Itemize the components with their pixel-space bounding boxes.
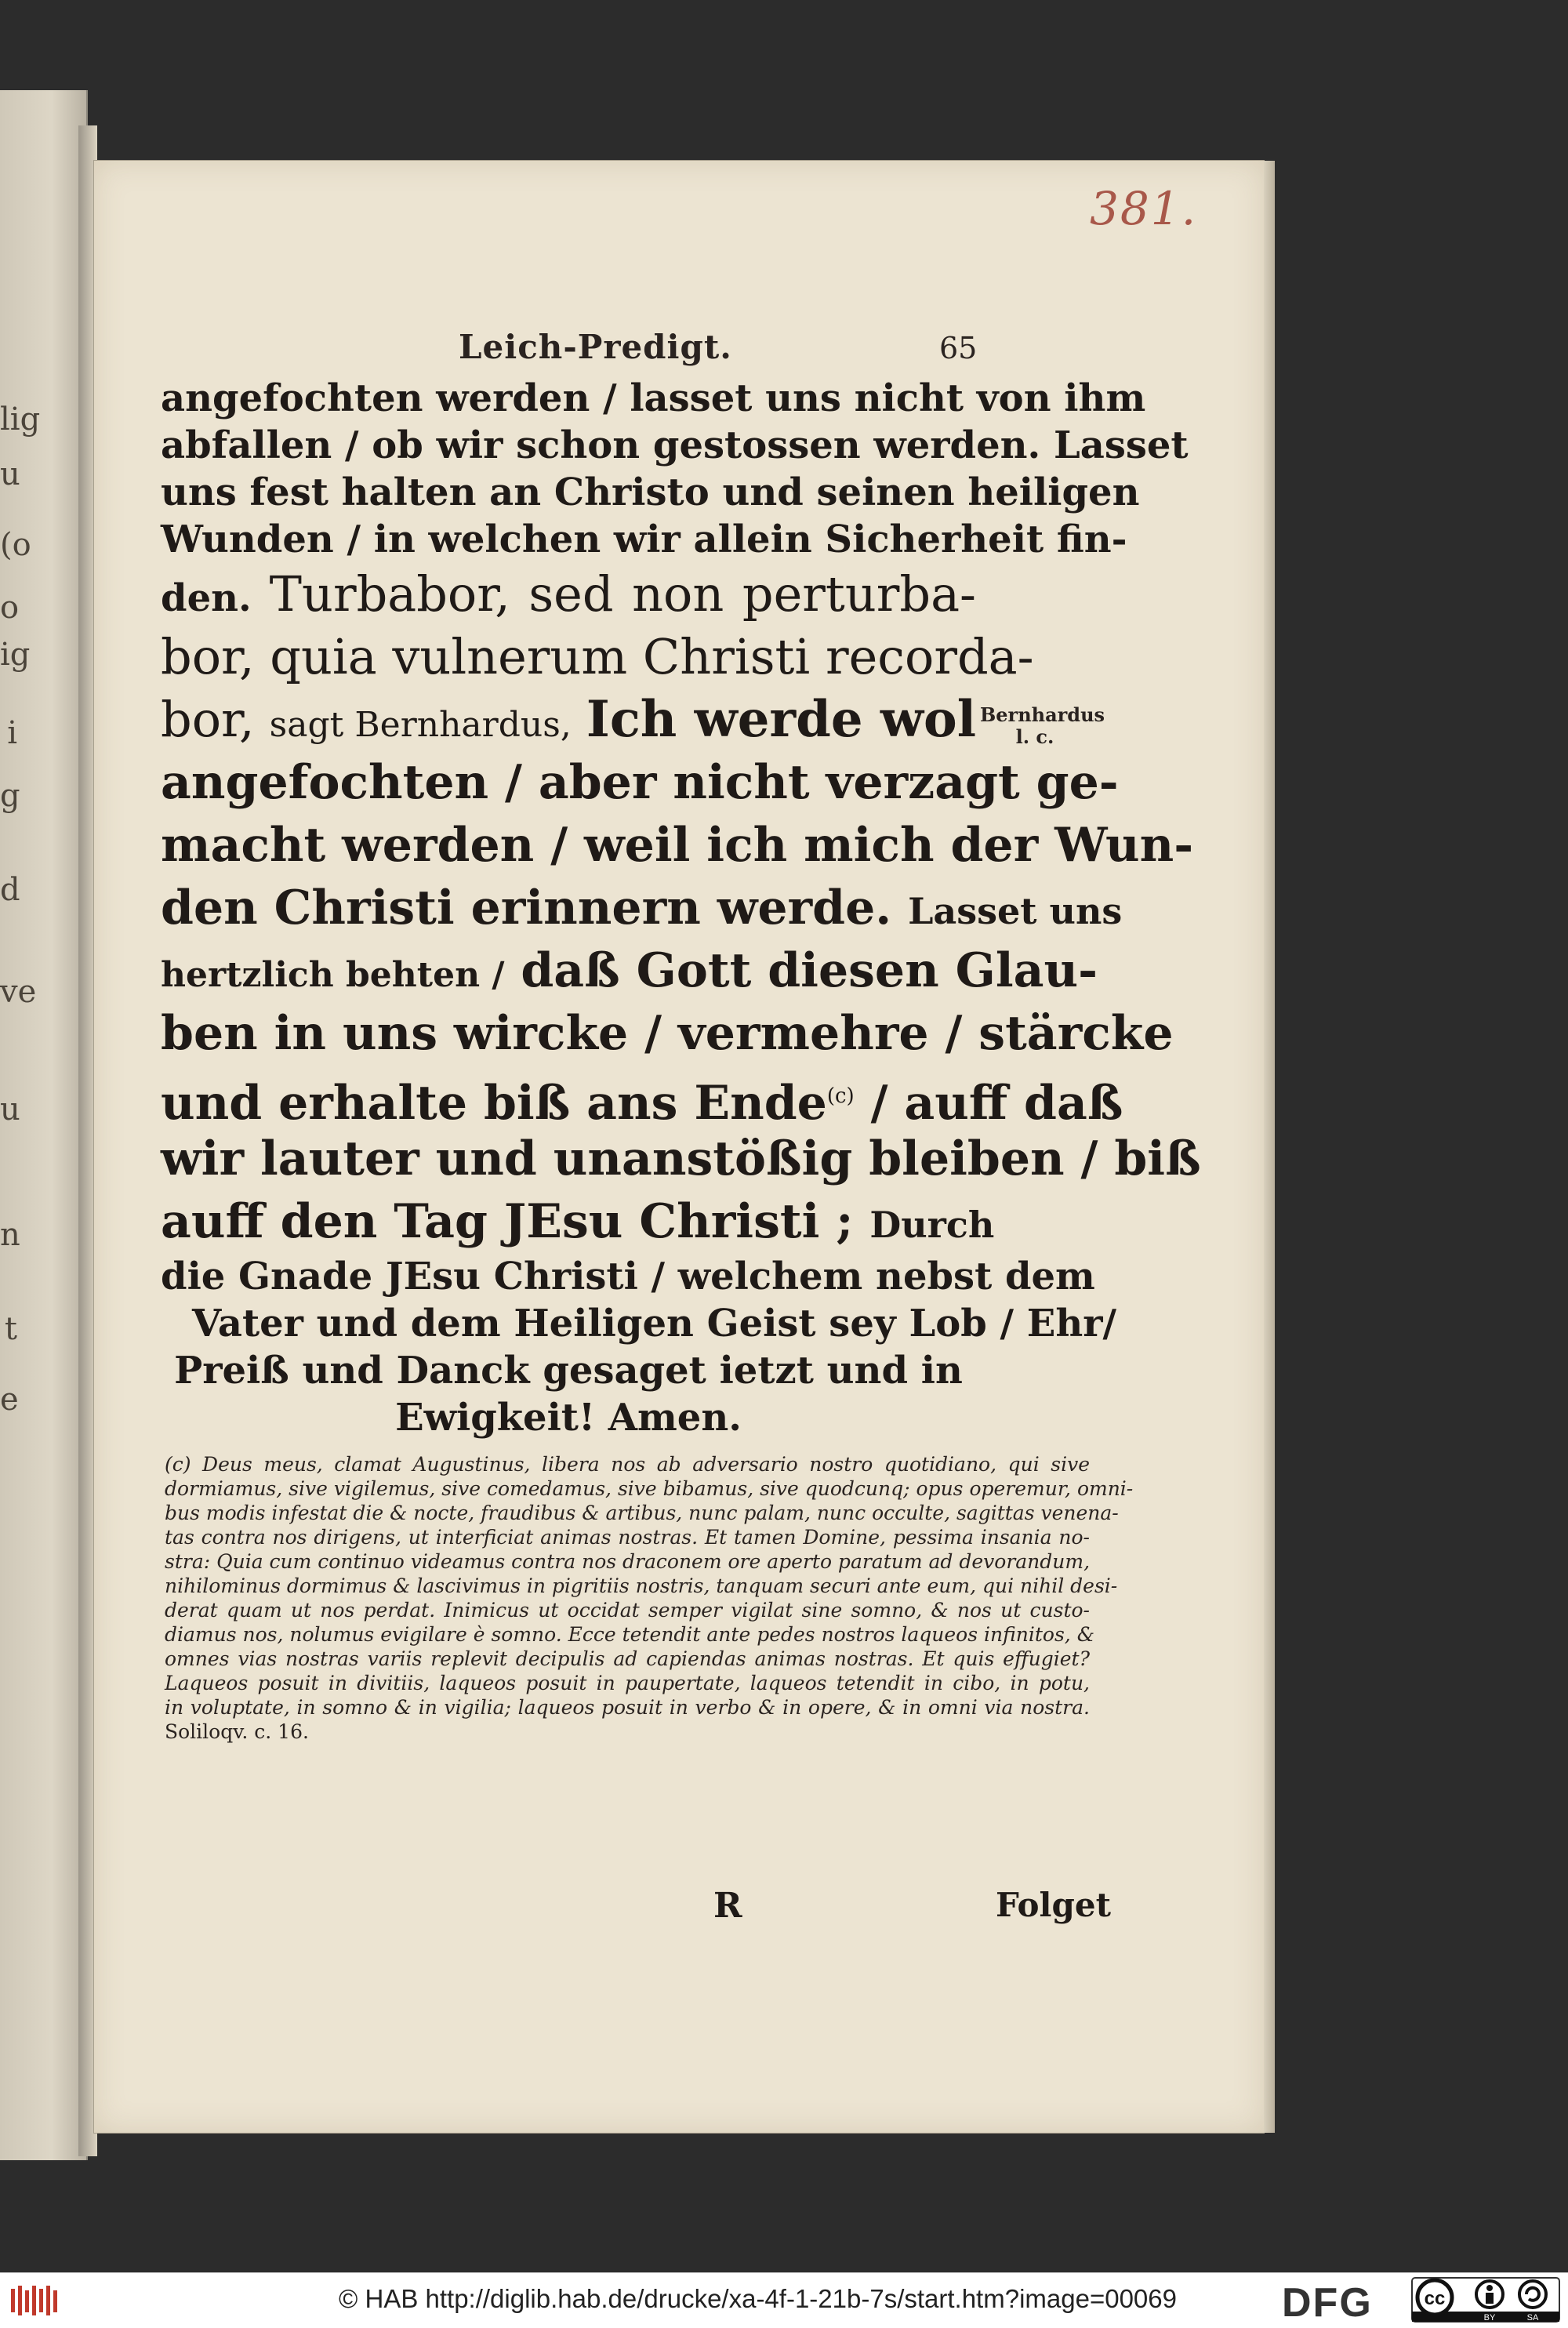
catchword: Folget [996,1886,1111,1924]
footnote-line: dormiamus, sive vigilemus, sive comedamus, sive bibamus, sive quodcunq; opus operemur, omni- [165,1477,1134,1500]
marginal-note-line: l. c. [1015,725,1054,748]
text-line: angefochten / aber nicht verzagt ge- [161,755,1119,810]
text-line [161,877,1123,939]
left-page-fragment: e [0,1382,19,1418]
footnote-source: Soliloqv. c. 16. [165,1720,309,1743]
text-run: den. [161,576,252,620]
left-page-fragment: ig [0,637,31,673]
text-line: abfallen / ob wir schon gestossen werden. Lasset [161,423,1189,467]
text-line: Vater und dem Heiligen Geist sey Lob / Ehr/ [192,1302,1117,1346]
text-line [161,1065,1123,1131]
left-page-fragment: (o [0,527,31,563]
text-run: sagt Bernhardus, [269,705,572,745]
manuscript-page-number: 381. [1090,182,1198,235]
text-line [161,939,1098,1002]
footnote-line: stra: Quia cum continuo videamus contra nos draconem ore aperto paratum ad devorandum, [165,1550,1091,1573]
footnote-line: Laqueos posuit in divitiis, laqueos posuit in paupertate, laqueos tetendit in cibo, in potu, [165,1672,1090,1694]
main-text [161,375,1201,1441]
footnote-line: derat quam ut nos perdat. Inimicus ut occidat semper vigilat sine somno, & nos ut custo- [165,1599,1090,1622]
left-page-fragment: t [4,1311,17,1347]
text-run: hertzlich behten / [161,955,505,995]
text-line: uns fest halten an Christo und seinen heiligen [161,470,1140,514]
left-page-fragment: u [0,456,20,492]
left-page-fragment: ve [0,974,37,1010]
left-page-fragment: n [0,1217,20,1253]
text-run: auff den Tag JEsu Christi ; [161,1194,854,1249]
text-line: wir lauter und unanstößig bleiben / biß [161,1131,1201,1186]
text-run: daß Gott diesen Glau- [521,943,1098,998]
footnote [165,1452,1134,1744]
left-page-fragment: g [0,778,20,814]
left-page-fragment: i [7,715,17,751]
left-page-fragment: lig [0,401,41,438]
signature-mark: R [713,1886,742,1926]
text-line: ben in uns wircke / vermehre / stärcke [161,1006,1174,1061]
latin-quote: bor, [161,691,255,748]
footnote-line: diamus nos, nolumus evigilare è somno. Ecce tetendit ante pedes nostros laqueos infinitos, & [165,1623,1094,1646]
text-line: Ewigkeit! Amen. [395,1396,742,1440]
svg-text:cc: cc [1424,2288,1446,2309]
footnote-reference: (c) [826,1084,855,1108]
footnote-line: nihilominus dormimus & lascivimus in pigritiis nostris, tanquam securi ante eum, qui nihil desi- [165,1574,1118,1597]
latin-quote: bor, quia vulnerum Christi recorda- [161,628,1034,685]
hab-logo-icon [9,2283,64,2319]
text-run: Durch [869,1204,995,1246]
footnote-line: (c) Deus meus, clamat Augustinus, libera nos ab adversario nostro quotidiano, qui sive [165,1453,1090,1476]
svg-text:BY: BY [1483,2313,1496,2323]
marginal-note-line: Bernhardus [980,703,1105,726]
page-edge [1264,161,1275,2133]
footnote-line: omnes vias nostras variis replevit decipulis ad capiendas animas nostras. Et quis effugiet? [165,1647,1090,1670]
text-run: / auff daß [870,1076,1123,1131]
left-page-fragment: u [0,1091,20,1128]
printed-page-number: 65 [939,331,978,365]
text-line [161,626,1034,688]
footnote-line: in voluptate, in somno & in vigilia; laqueos posuit in verbo & in opere, & in omni via nostra. [165,1696,1090,1719]
text-line [161,563,976,626]
marginal-note [980,703,1105,748]
text-line: macht werden / weil ich mich der Wun- [161,818,1194,873]
text-run: den Christi erinnern werde. [161,881,892,935]
latin-quote: Turbabor, sed non perturba- [269,565,976,623]
footnote-line: bus modis infestat die & nocte, fraudibus & artibus, nunc palam, nunc occulte, sagittas venena- [165,1502,1119,1524]
left-page-fragment: d [0,872,20,908]
text-line [161,688,976,751]
text-line: Preiß und Danck gesaget ietzt und in [174,1349,963,1393]
source-credit-link[interactable]: © HAB http://diglib.hab.de/drucke/xa-4f-1-21b-7s/start.htm?image=00069 [339,2284,1177,2313]
text-line: die Gnade JEsu Christi / welchem nebst dem [161,1255,1095,1298]
viewer-footer [0,2272,1568,2328]
creative-commons-license-icon[interactable] [1411,2277,1560,2323]
left-page-fragment: o [0,590,20,626]
text-run: Ich werde wol [586,690,977,749]
dfg-logo: DFG [1282,2280,1373,2326]
text-run: Lasset uns [908,890,1123,932]
left-facing-page [0,90,88,2160]
text-line: Wunden / in welchen wir allein Sicherheit fin- [161,518,1127,561]
running-head: Leich-Predigt. [459,328,732,366]
footnote-line: tas contra nos dirigens, ut interficiat animas nostras. Et tamen Domine, pessima insania no- [165,1526,1090,1549]
text-run: und erhalte biß ans Ende [161,1076,827,1131]
text-line: angefochten werden / lasset uns nicht von ihm [161,376,1146,420]
svg-text:SA: SA [1526,2313,1539,2323]
text-line [161,1190,995,1253]
